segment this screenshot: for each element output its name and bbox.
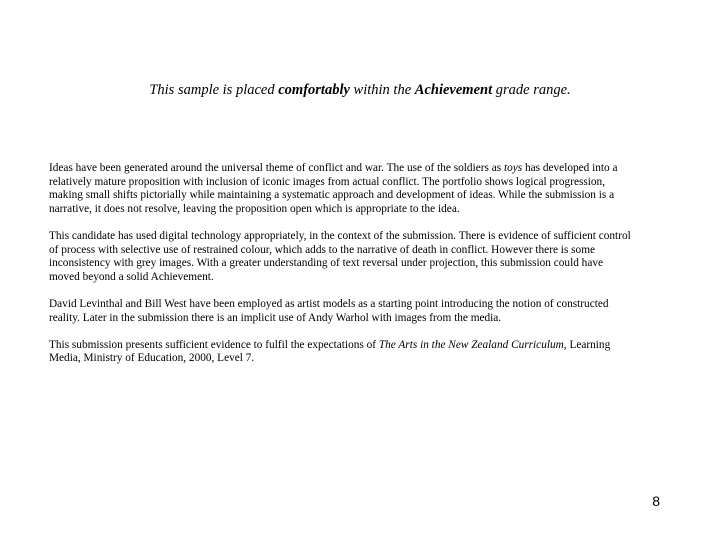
text-line: David Levinthal and Bill West have been employed as artist models as a starting point introducing the notion of constructed (49, 297, 609, 310)
text-line: Media, Ministry of Education, 2000, Level 7. (49, 352, 255, 365)
italic-run: The Arts in the New Zealand Curriculum (378, 338, 564, 351)
assessment-commentary (49, 162, 681, 380)
paragraph-evidence (49, 339, 681, 366)
italic-run: toys (503, 162, 523, 174)
grade-statement-heading (0, 81, 720, 99)
text-line: This candidate has used digital technology appropriately, in the context of the submission. There is evidence of sufficient control (49, 229, 631, 242)
paragraph-artist-models (49, 298, 681, 325)
page-number: 8 (652, 493, 660, 509)
heading-text-3: grade range. (492, 82, 571, 98)
text-run: Ideas have been generated around the universal theme of conflict and war. The use of the soldiers as (49, 162, 504, 174)
paragraph-ideas (49, 162, 681, 216)
text-line: inconsistency with grey images. With a greater understanding of text reversal under projection, this submission could have (49, 257, 603, 270)
text-line: of process with selective use of restrained colour, which adds to the narrative of death in conflict. However there is some (49, 243, 596, 256)
text-line (49, 339, 681, 353)
text-line: narrative, it does not resolve, leaving the proposition open which is appropriate to the idea. (49, 202, 460, 215)
heading-text-1: This sample is placed (149, 82, 279, 98)
heading-emphasis-comfortably: comfortably (278, 82, 350, 98)
text-line: making small shifts pictorially while maintaining a systematic approach and development of ideas. While the submission is a (49, 189, 615, 202)
text-line: moved beyond a solid Achievement. (49, 270, 214, 283)
text-line: reality. Later in the submission there is an implicit use of Andy Warhol with images from the media. (49, 311, 502, 324)
text-run: has developed into a (522, 162, 618, 174)
text-line: relatively mature proposition with inclusion of iconic images from actual conflict. The portfolio shows logical progression, (49, 175, 606, 188)
text-line (49, 162, 681, 176)
text-run: This submission presents sufficient evidence to fulfil the expectations of (49, 338, 379, 351)
heading-emphasis-achievement: Achievement (414, 82, 493, 98)
text-run: , Learning (563, 338, 611, 351)
heading-text-2: within the (349, 82, 415, 98)
paragraph-digital-technology (49, 230, 681, 284)
